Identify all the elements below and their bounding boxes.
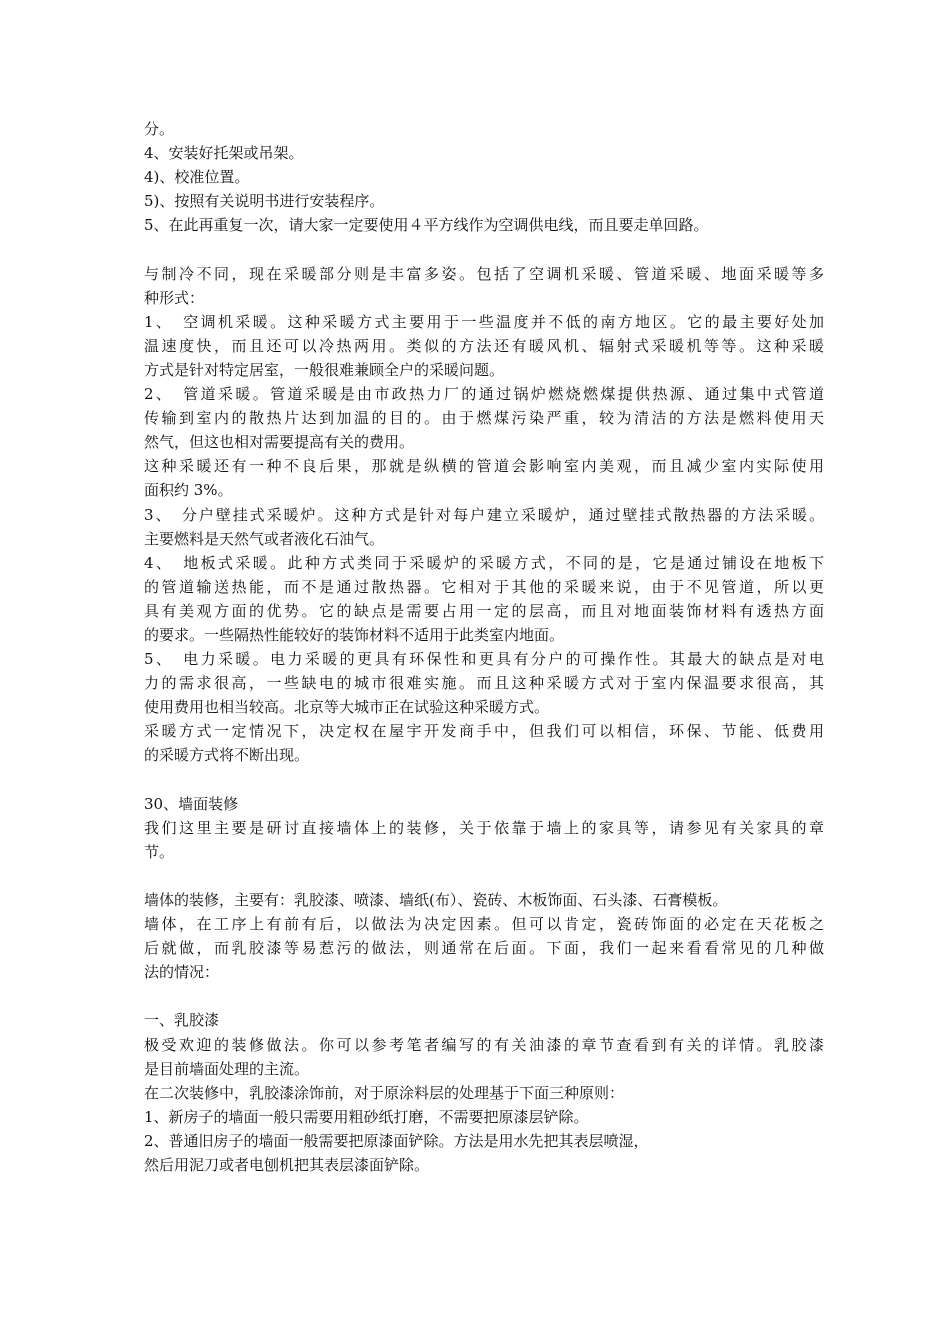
text-line: 主要燃料是天然气或者液化石油气。 bbox=[144, 529, 385, 548]
text-line: 的采暖方式将不断出现。 bbox=[144, 746, 310, 765]
text-line: 1、新房子的墙面一般只需要用粗砂纸打磨，不需要把原漆层铲除。 bbox=[144, 1107, 589, 1126]
text-line: 具有美观方面的优势。它的缺点是需要占用一定的层高，而且对地面装饰材料有透热方面 bbox=[144, 601, 824, 620]
text-line: 墙体的装修，主要有：乳胶漆、喷漆、墙纸(布）、瓷砖、木板饰面、石头漆、石膏模板。 bbox=[144, 891, 728, 909]
blank-line bbox=[144, 768, 824, 792]
text-line: 采暖方式一定情况下，决定权在屋宇开发商手中，但我们可以相信，环保、节能、低费用 bbox=[144, 722, 824, 741]
text-line: 5、在此再重复一次，请大家一定要使用４平方线作为空调供电线，而且要走单回路。 bbox=[144, 216, 709, 235]
document-body bbox=[144, 117, 824, 1177]
text-line: 这种采暖还有一种不良后果，那就是纵横的管道会影响室内美观，而且减少室内实际使用 bbox=[144, 457, 824, 476]
text-line: 然气，但这也相对需要提高有关的费用。 bbox=[144, 433, 415, 452]
section-heading: 一、乳胶漆 bbox=[144, 1011, 220, 1030]
text-line: 的要求。一些隔热性能较好的装饰材料不适用于此类室内地面。 bbox=[144, 625, 565, 644]
text-line: 的管道输送热能，而不是通过散热器。它相对于其他的采暖来说，由于不见管道，所以更 bbox=[144, 577, 824, 596]
blank-line bbox=[144, 237, 824, 261]
text-line: 4)、校准位置。 bbox=[144, 168, 250, 187]
text-line: 种形式： bbox=[144, 288, 205, 307]
text-line: 后就做，而乳胶漆等易惹污的做法，则通常在后面。下面，我们一起来看看常见的几种做 bbox=[144, 939, 824, 958]
text-line: 分。 bbox=[144, 120, 175, 138]
text-line: 温速度快，而且还可以冷热两用。类似的方法还有暖风机、辐射式采暖机等等。这种采暖 bbox=[144, 336, 824, 355]
text-line: 节。 bbox=[144, 842, 175, 861]
text-line: 2、普通旧房子的墙面一般需要把原漆面铲除。方法是用水先把其表层喷湿， bbox=[144, 1131, 649, 1150]
text-line: 2、 管道采暖。管道采暖是由市政热力厂的通过锅炉燃烧燃煤提供热源、通过集中式管道 bbox=[144, 385, 824, 404]
text-line: 使用费用也相当较高。北京等大城市正在试验这种采暖方式。 bbox=[144, 698, 550, 717]
blank-line bbox=[144, 864, 824, 888]
text-line: 力的需求很高，一些缺电的城市很难实施。而且这种采暖方式对于室内保温要求很高，其 bbox=[144, 674, 824, 693]
text-line: 我们这里主要是研讨直接墙体上的装修，关于依靠于墙上的家具等，请参见有关家具的章 bbox=[144, 818, 824, 837]
text-line: 4、安装好托架或吊架。 bbox=[144, 144, 304, 163]
text-line: 是目前墙面处理的主流。 bbox=[144, 1059, 310, 1078]
text-line: 1、 空调机采暖。这种采暖方式主要用于一些温度并不低的南方地区。它的最主要好处加 bbox=[144, 312, 824, 331]
text-line: 在二次装修中，乳胶漆涂饰前，对于原涂料层的处理基于下面三种原则： bbox=[144, 1083, 625, 1102]
text-line: 法的情况： bbox=[144, 963, 220, 982]
blank-line bbox=[144, 984, 824, 1008]
text-line: 然后用泥刀或者电刨机把其表层漆面铲除。 bbox=[144, 1156, 430, 1175]
text-line: 方式是针对特定居室，一般很难兼顾全户的采暖问题。 bbox=[144, 360, 505, 379]
text-line: 极受欢迎的装修做法。你可以参考笔者编写的有关油漆的章节查看到有关的详情。乳胶漆 bbox=[144, 1035, 824, 1054]
text-line: 面积约 3%。 bbox=[144, 481, 233, 500]
text-line: 3、 分户壁挂式采暖炉。这种方式是针对每户建立采暖炉，通过壁挂式散热器的方法采暖。 bbox=[144, 505, 824, 524]
text-line: 5)、按照有关说明书进行安装程序。 bbox=[144, 192, 385, 211]
text-line: 与制冷不同，现在采暖部分则是丰富多姿。包括了空调机采暖、管道采暖、地面采暖等多 bbox=[144, 264, 824, 283]
text-line: 墙体，在工序上有前有后，以做法为决定因素。但可以肯定，瓷砖饰面的必定在天花板之 bbox=[144, 915, 824, 934]
text-line: 5、 电力采暖。电力采暖的更具有环保性和更具有分户的可操作性。其最大的缺点是对电 bbox=[144, 650, 824, 669]
text-line: 4、 地板式采暖。此种方式类同于采暖炉的采暖方式，不同的是，它是通过铺设在地板下 bbox=[144, 553, 824, 572]
section-heading: 30、墙面装修 bbox=[144, 794, 239, 813]
text-line: 传输到室内的散热片达到加温的目的。由于燃煤污染严重，较为清洁的方法是燃料使用天 bbox=[144, 409, 824, 428]
